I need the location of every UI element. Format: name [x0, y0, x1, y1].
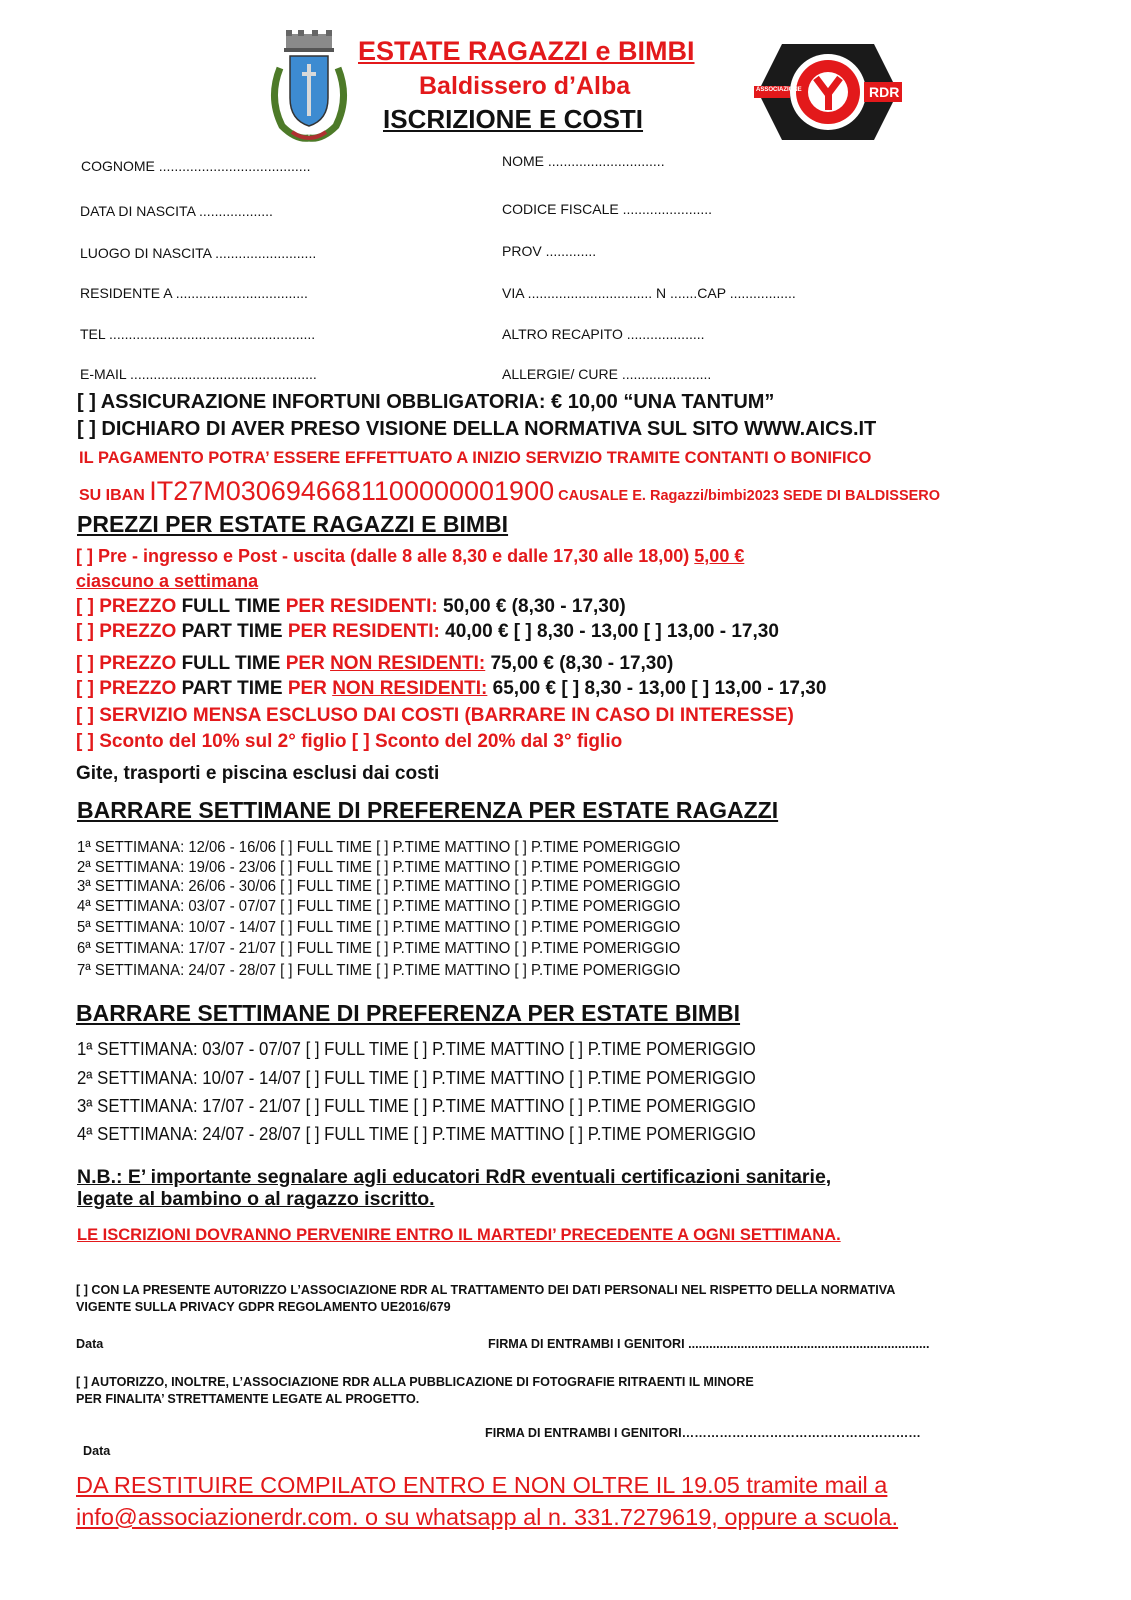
rdr-logo-small-text: ASSOCIAZIONE: [756, 87, 802, 93]
ragazzi-week[interactable]: 3ª SETTIMANA: 26/06 - 30/06 [ ] FULL TIME [ ] P.TIME MATTINO [ ] P.TIME POMERIGGIO: [77, 878, 681, 895]
bimbi-week[interactable]: 3ª SETTIMANA: 17/07 - 21/07 [ ] FULL TIME [ ] P.TIME MATTINO [ ] P.TIME POMERIGGIO: [77, 1096, 756, 1116]
bracket: [ ]: [76, 621, 100, 642]
price-nonresident-full[interactable]: [76, 653, 673, 675]
ragazzi-heading: BARRARE SETTIMANE DI PREFERENZA PER ESTATE RAGAZZI: [77, 797, 779, 823]
field-tel[interactable]: TEL .....................................................: [80, 326, 316, 342]
ragazzi-week[interactable]: 2ª SETTIMANA: 19/06 - 23/06 [ ] FULL TIME [ ] P.TIME MATTINO [ ] P.TIME POMERIGGIO: [77, 859, 681, 876]
ragazzi-week[interactable]: 4ª SETTIMANA: 03/07 - 07/07 [ ] FULL TIME [ ] P.TIME MATTINO [ ] P.TIME POMERIGGIO: [77, 898, 681, 915]
return-instructions-line-1: DA RESTITUIRE COMPILATO ENTRO E NON OLTRE IL 19.05 tramite mail a: [76, 1472, 888, 1498]
residenti-label: PER RESIDENTI:: [285, 596, 438, 617]
per-label: PER: [287, 678, 333, 699]
photo-consent-line-1[interactable]: [ ] AUTORIZZO, INOLTRE, L’ASSOCIAZIONE RDR ALLA PUBBLICAZIONE DI FOTOGRAFIE RITRAENTI IL MINORE: [76, 1375, 754, 1389]
bimbi-heading: BARRARE SETTIMANE DI PREFERENZA PER ESTATE BIMBI: [76, 1000, 741, 1026]
iban-label: SU IBAN: [79, 487, 150, 504]
photo-signature-field[interactable]: FIRMA DI ENTRAMBI I GENITORI…………………………………………………: [485, 1426, 921, 1440]
photo-consent-line-2: PER FINALITA’ STRETTAMENTE LEGATE AL PROGETTO.: [76, 1392, 420, 1406]
part-time-label: PART TIME: [181, 678, 288, 699]
nonresident-full-price: 75,00 € (8,30 - 17,30): [485, 653, 674, 674]
deadline-note: LE ISCRIZIONI DOVRANNO PERVENIRE ENTRO IL MARTEDI’ PRECEDENTE A OGNI SETTIMANA.: [77, 1226, 841, 1244]
causale: CAUSALE E. Ragazzi/bimbi2023 SEDE DI BALDISSERO: [554, 488, 941, 504]
pre-post-price: 5,00 €: [694, 546, 745, 566]
field-via[interactable]: VIA ................................ N .......CAP .................: [502, 285, 796, 301]
privacy-date-label[interactable]: Data: [76, 1337, 104, 1351]
field-prov[interactable]: PROV .............: [502, 243, 597, 259]
payment-info: IL PAGAMENTO POTRA’ ESSERE EFFETTUATO A INIZIO SERVIZIO TRAMITE CONTANTI O BONIFICO: [79, 449, 872, 467]
coat-of-arms-logo: [262, 28, 357, 143]
resident-part-price: 40,00 € [ ] 8,30 - 13,00 [ ] 13,00 - 17,30: [439, 621, 779, 642]
gite-note: Gite, trasporti e piscina esclusi dai costi: [76, 763, 440, 784]
prezzo-label: PREZZO: [99, 678, 182, 699]
bimbi-week[interactable]: 4ª SETTIMANA: 24/07 - 28/07 [ ] FULL TIME [ ] P.TIME MATTINO [ ] P.TIME POMERIGGIO: [77, 1124, 756, 1144]
full-time-label: FULL TIME: [181, 653, 286, 674]
field-email[interactable]: E-MAIL ................................................: [80, 366, 317, 382]
pre-post-text: [ ] Pre - ingresso e Post - uscita (dalle 8 alle 8,30 e dalle 17,30 alle 18,00): [76, 546, 695, 566]
prezzo-label: PREZZO: [99, 596, 182, 617]
bracket: [ ]: [76, 653, 100, 674]
nb-note-line-2: legate al bambino o al ragazzo iscritto.: [77, 1188, 435, 1210]
rdr-logo: [752, 38, 904, 146]
ragazzi-week[interactable]: 5ª SETTIMANA: 10/07 - 14/07 [ ] FULL TIME [ ] P.TIME MATTINO [ ] P.TIME POMERIGGIO: [77, 919, 681, 936]
aics-checkbox-line[interactable]: [ ] DICHIARO DI AVER PRESO VISIONE DELLA NORMATIVA SUL SITO WWW.AICS.IT: [77, 418, 877, 440]
prices-heading: PREZZI PER ESTATE RAGAZZI E BIMBI: [77, 511, 509, 537]
full-time-label: FULL TIME: [181, 596, 286, 617]
field-altro-recapito[interactable]: ALTRO RECAPITO ....................: [502, 326, 705, 342]
prezzo-label: PREZZO: [99, 653, 182, 674]
resident-full-price: 50,00 € (8,30 - 17,30): [437, 596, 626, 617]
pre-post-line[interactable]: [76, 546, 744, 567]
iban-value: IT27M0306946681100000001900: [149, 476, 555, 506]
field-allergie[interactable]: ALLERGIE/ CURE .......................: [502, 366, 712, 382]
ragazzi-week[interactable]: 1ª SETTIMANA: 12/06 - 16/06 [ ] FULL TIME [ ] P.TIME MATTINO [ ] P.TIME POMERIGGIO: [77, 839, 681, 856]
nonresident-part-price: 65,00 € [ ] 8,30 - 13,00 [ ] 13,00 - 17,30: [487, 678, 827, 699]
per-label: PER: [285, 653, 331, 674]
price-resident-part[interactable]: [76, 621, 779, 643]
privacy-consent-line-1[interactable]: [ ] CON LA PRESENTE AUTORIZZO L’ASSOCIAZIONE RDR AL TRATTAMENTO DEI DATI PERSONALI NEL RISPETTO DELLA NORMATIVA: [76, 1283, 896, 1297]
field-nome[interactable]: NOME ..............................: [502, 153, 665, 169]
ragazzi-week[interactable]: 7ª SETTIMANA: 24/07 - 28/07 [ ] FULL TIME [ ] P.TIME MATTINO [ ] P.TIME POMERIGGIO: [77, 962, 681, 979]
insurance-checkbox-line[interactable]: [ ] ASSICURAZIONE INFORTUNI OBBLIGATORIA: € 10,00 “UNA TANTUM”: [77, 391, 775, 413]
nb-note-line-1: N.B.: E’ importante segnalare agli educatori RdR eventuali certificazioni sanitarie,: [77, 1166, 832, 1188]
sconto-line[interactable]: [ ] Sconto del 10% sul 2° figlio [ ] Sconto del 20% dal 3° figlio: [76, 731, 623, 752]
mensa-checkbox-line[interactable]: [ ] SERVIZIO MENSA ESCLUSO DAI COSTI (BARRARE IN CASO DI INTERESSE): [76, 705, 794, 726]
field-luogo-nascita[interactable]: LUOGO DI NASCITA ..........................: [80, 245, 317, 261]
residenti-label: PER RESIDENTI:: [287, 621, 440, 642]
privacy-signature-field[interactable]: FIRMA DI ENTRAMBI I GENITORI .....................................................................: [488, 1337, 930, 1351]
bimbi-week[interactable]: 1ª SETTIMANA: 03/07 - 07/07 [ ] FULL TIME [ ] P.TIME MATTINO [ ] P.TIME POMERIGGIO: [77, 1039, 756, 1059]
non-residenti-label: NON RESIDENTI:: [330, 653, 486, 674]
page-title: ESTATE RAGAZZI e BIMBI: [358, 36, 695, 66]
price-resident-full[interactable]: [76, 596, 626, 618]
non-residenti-label: NON RESIDENTI:: [332, 678, 488, 699]
prezzo-label: PREZZO: [99, 621, 182, 642]
field-cognome[interactable]: COGNOME .......................................: [81, 158, 311, 174]
rdr-logo-text: RDR: [869, 84, 900, 100]
field-codice-fiscale[interactable]: CODICE FISCALE .......................: [502, 201, 713, 217]
pre-post-line-2: ciascuno a settimana: [76, 571, 259, 591]
bimbi-week[interactable]: 2ª SETTIMANA: 10/07 - 14/07 [ ] FULL TIME [ ] P.TIME MATTINO [ ] P.TIME POMERIGGIO: [77, 1068, 756, 1088]
part-time-label: PART TIME: [181, 621, 288, 642]
ragazzi-week[interactable]: 6ª SETTIMANA: 17/07 - 21/07 [ ] FULL TIME [ ] P.TIME MATTINO [ ] P.TIME POMERIGGIO: [77, 940, 681, 957]
bracket: [ ]: [76, 678, 100, 699]
subtitle: ISCRIZIONE E COSTI: [383, 104, 644, 134]
field-residente[interactable]: RESIDENTE A ..................................: [80, 285, 308, 301]
return-instructions-line-2: info@associazionerdr.com. o su whatsapp al n. 331.7279619, oppure a scuola.: [76, 1504, 899, 1530]
field-data-nascita[interactable]: DATA DI NASCITA ...................: [80, 203, 273, 219]
photo-date-label[interactable]: Data: [83, 1444, 111, 1458]
bracket: [ ]: [76, 596, 100, 617]
location-title: Baldissero d’Alba: [419, 72, 631, 100]
privacy-consent-line-2: VIGENTE SULLA PRIVACY GDPR REGOLAMENTO UE2016/679: [76, 1300, 451, 1314]
iban-line: [79, 476, 940, 507]
price-nonresident-part[interactable]: [76, 678, 826, 700]
